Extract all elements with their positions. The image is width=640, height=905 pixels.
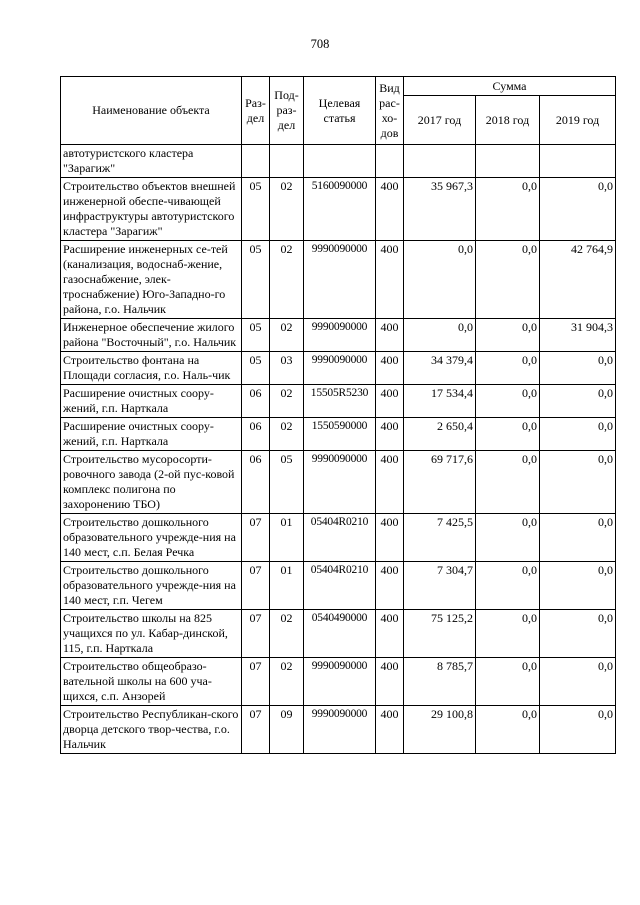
cell-2017: 17 534,4 (404, 385, 476, 418)
cell-2018: 0,0 (476, 610, 540, 658)
cell-expense-type: 400 (376, 241, 404, 319)
table-row (61, 385, 616, 418)
cell-section: 05 (242, 241, 270, 319)
budget-table (60, 76, 616, 754)
table-row (61, 145, 616, 178)
cell-2018: 0,0 (476, 514, 540, 562)
cell-expense-type: 400 (376, 514, 404, 562)
cell-name: Строительство мусоросорти-ровочного завода (2-ой пус-ковой комплекс полигона по захоронению ТБО) (61, 451, 242, 514)
cell-subsection: 03 (270, 352, 304, 385)
cell-subsection: 02 (270, 385, 304, 418)
table-row (61, 319, 616, 352)
cell-2017: 34 379,4 (404, 352, 476, 385)
cell-2017: 2 650,4 (404, 418, 476, 451)
table-row (61, 352, 616, 385)
cell-2018: 0,0 (476, 178, 540, 241)
cell-subsection: 02 (270, 241, 304, 319)
cell-2018: 0,0 (476, 658, 540, 706)
cell-section: 07 (242, 706, 270, 754)
cell-name: Строительство общеобразо-вательной школы на 600 уча-щихся, с.п. Анзорей (61, 658, 242, 706)
cell-2017: 0,0 (404, 319, 476, 352)
header-2017: 2017 год (404, 96, 476, 145)
cell-expense-type: 400 (376, 319, 404, 352)
header-expense-type: Вид рас- хо- дов (376, 77, 404, 145)
cell-target-article: 15505R5230 (304, 385, 376, 418)
cell-expense-type: 400 (376, 178, 404, 241)
cell-target-article: 0540490000 (304, 610, 376, 658)
cell-expense-type: 400 (376, 562, 404, 610)
cell-2019: 42 764,9 (540, 241, 616, 319)
header-2018: 2018 год (476, 96, 540, 145)
table-row (61, 241, 616, 319)
cell-section: 06 (242, 385, 270, 418)
cell-target-article: 9990090000 (304, 241, 376, 319)
cell-target-article: 9990090000 (304, 706, 376, 754)
cell-subsection: 02 (270, 418, 304, 451)
cell-name: Строительство фонтана на Площади согласия, г.о. Наль-чик (61, 352, 242, 385)
cell-2019: 0,0 (540, 514, 616, 562)
cell-name: Расширение очистных соору-жений, г.п. Нарткала (61, 385, 242, 418)
table-row (61, 178, 616, 241)
cell-section: 07 (242, 658, 270, 706)
cell-2018: 0,0 (476, 241, 540, 319)
header-section: Раз- дел (242, 77, 270, 145)
table-row (61, 610, 616, 658)
cell-2017: 29 100,8 (404, 706, 476, 754)
cell-section: 06 (242, 418, 270, 451)
cell-2018: 0,0 (476, 352, 540, 385)
cell-2018: 0,0 (476, 451, 540, 514)
header-sum: Сумма (404, 77, 616, 96)
cell-2019: 0,0 (540, 658, 616, 706)
cell-name: Строительство дошкольного образовательного учрежде-ния на 140 мест, г.п. Чегем (61, 562, 242, 610)
cell-2018: 0,0 (476, 418, 540, 451)
cell-section: 07 (242, 610, 270, 658)
cell-target-article: 05404R0210 (304, 562, 376, 610)
cell-subsection (270, 145, 304, 178)
cell-target-article: 1550590000 (304, 418, 376, 451)
cell-section: 07 (242, 562, 270, 610)
cell-2019: 0,0 (540, 418, 616, 451)
header-target-article: Целевая статья (304, 77, 376, 145)
cell-name: Строительство дошкольного образовательного учрежде-ния на 140 мест, с.п. Белая Речка (61, 514, 242, 562)
cell-2019: 0,0 (540, 706, 616, 754)
cell-section: 05 (242, 178, 270, 241)
cell-2017: 8 785,7 (404, 658, 476, 706)
cell-expense-type: 400 (376, 451, 404, 514)
cell-target-article: 9990090000 (304, 658, 376, 706)
table-row (61, 514, 616, 562)
cell-subsection: 01 (270, 514, 304, 562)
cell-target-article: 5160090000 (304, 178, 376, 241)
cell-target-article: 9990090000 (304, 451, 376, 514)
cell-expense-type: 400 (376, 706, 404, 754)
cell-2018 (476, 145, 540, 178)
cell-name: Инженерное обеспечение жилого района "Восточный", г.о. Нальчик (61, 319, 242, 352)
cell-expense-type (376, 145, 404, 178)
cell-expense-type: 400 (376, 385, 404, 418)
cell-2018: 0,0 (476, 319, 540, 352)
cell-subsection: 01 (270, 562, 304, 610)
cell-name: Строительство школы на 825 учащихся по ул. Кабар-динской, 115, г.п. Нарткала (61, 610, 242, 658)
table-row (61, 706, 616, 754)
cell-name: Расширение инженерных се-тей (канализация, водоснаб-жение, газоснабжение, элек-троснабжение) Юго-Западно-го района, г.о. Нальчик (61, 241, 242, 319)
cell-section: 06 (242, 451, 270, 514)
cell-2019 (540, 145, 616, 178)
header-subsection: Под- раз- дел (270, 77, 304, 145)
cell-2017: 75 125,2 (404, 610, 476, 658)
cell-section (242, 145, 270, 178)
cell-2017: 7 425,5 (404, 514, 476, 562)
cell-2019: 0,0 (540, 352, 616, 385)
header-name: Наименование объекта (61, 77, 242, 145)
cell-2018: 0,0 (476, 706, 540, 754)
table-body (61, 145, 616, 754)
cell-subsection: 02 (270, 658, 304, 706)
cell-subsection: 02 (270, 319, 304, 352)
cell-target-article (304, 145, 376, 178)
header-2019: 2019 год (540, 96, 616, 145)
table-row (61, 658, 616, 706)
cell-2019: 0,0 (540, 610, 616, 658)
cell-target-article: 9990090000 (304, 319, 376, 352)
cell-subsection: 09 (270, 706, 304, 754)
cell-2018: 0,0 (476, 385, 540, 418)
cell-section: 05 (242, 352, 270, 385)
table-row (61, 562, 616, 610)
cell-name: автотуристского кластера "Зарагиж" (61, 145, 242, 178)
table-row (61, 418, 616, 451)
cell-expense-type: 400 (376, 610, 404, 658)
cell-section: 07 (242, 514, 270, 562)
cell-2019: 0,0 (540, 451, 616, 514)
cell-2018: 0,0 (476, 562, 540, 610)
cell-2017: 0,0 (404, 241, 476, 319)
cell-section: 05 (242, 319, 270, 352)
table-row (61, 451, 616, 514)
cell-2019: 0,0 (540, 178, 616, 241)
cell-name: Строительство объектов внешней инженерной обеспе-чивающей инфраструктуры автотуристского кластера "Зарагиж" (61, 178, 242, 241)
cell-2019: 31 904,3 (540, 319, 616, 352)
cell-2017: 69 717,6 (404, 451, 476, 514)
cell-2017: 35 967,3 (404, 178, 476, 241)
page-number: 708 (310, 37, 330, 51)
cell-name: Строительство Республикан-ского дворца детского твор-чества, г.о. Нальчик (61, 706, 242, 754)
cell-expense-type: 400 (376, 352, 404, 385)
cell-2017: 7 304,7 (404, 562, 476, 610)
cell-2017 (404, 145, 476, 178)
cell-name: Расширение очистных соору-жений, г.п. Нарткала (61, 418, 242, 451)
cell-target-article: 9990090000 (304, 352, 376, 385)
cell-subsection: 02 (270, 610, 304, 658)
cell-subsection: 05 (270, 451, 304, 514)
cell-expense-type: 400 (376, 658, 404, 706)
cell-2019: 0,0 (540, 562, 616, 610)
cell-subsection: 02 (270, 178, 304, 241)
cell-target-article: 05404R0210 (304, 514, 376, 562)
cell-2019: 0,0 (540, 385, 616, 418)
cell-expense-type: 400 (376, 418, 404, 451)
